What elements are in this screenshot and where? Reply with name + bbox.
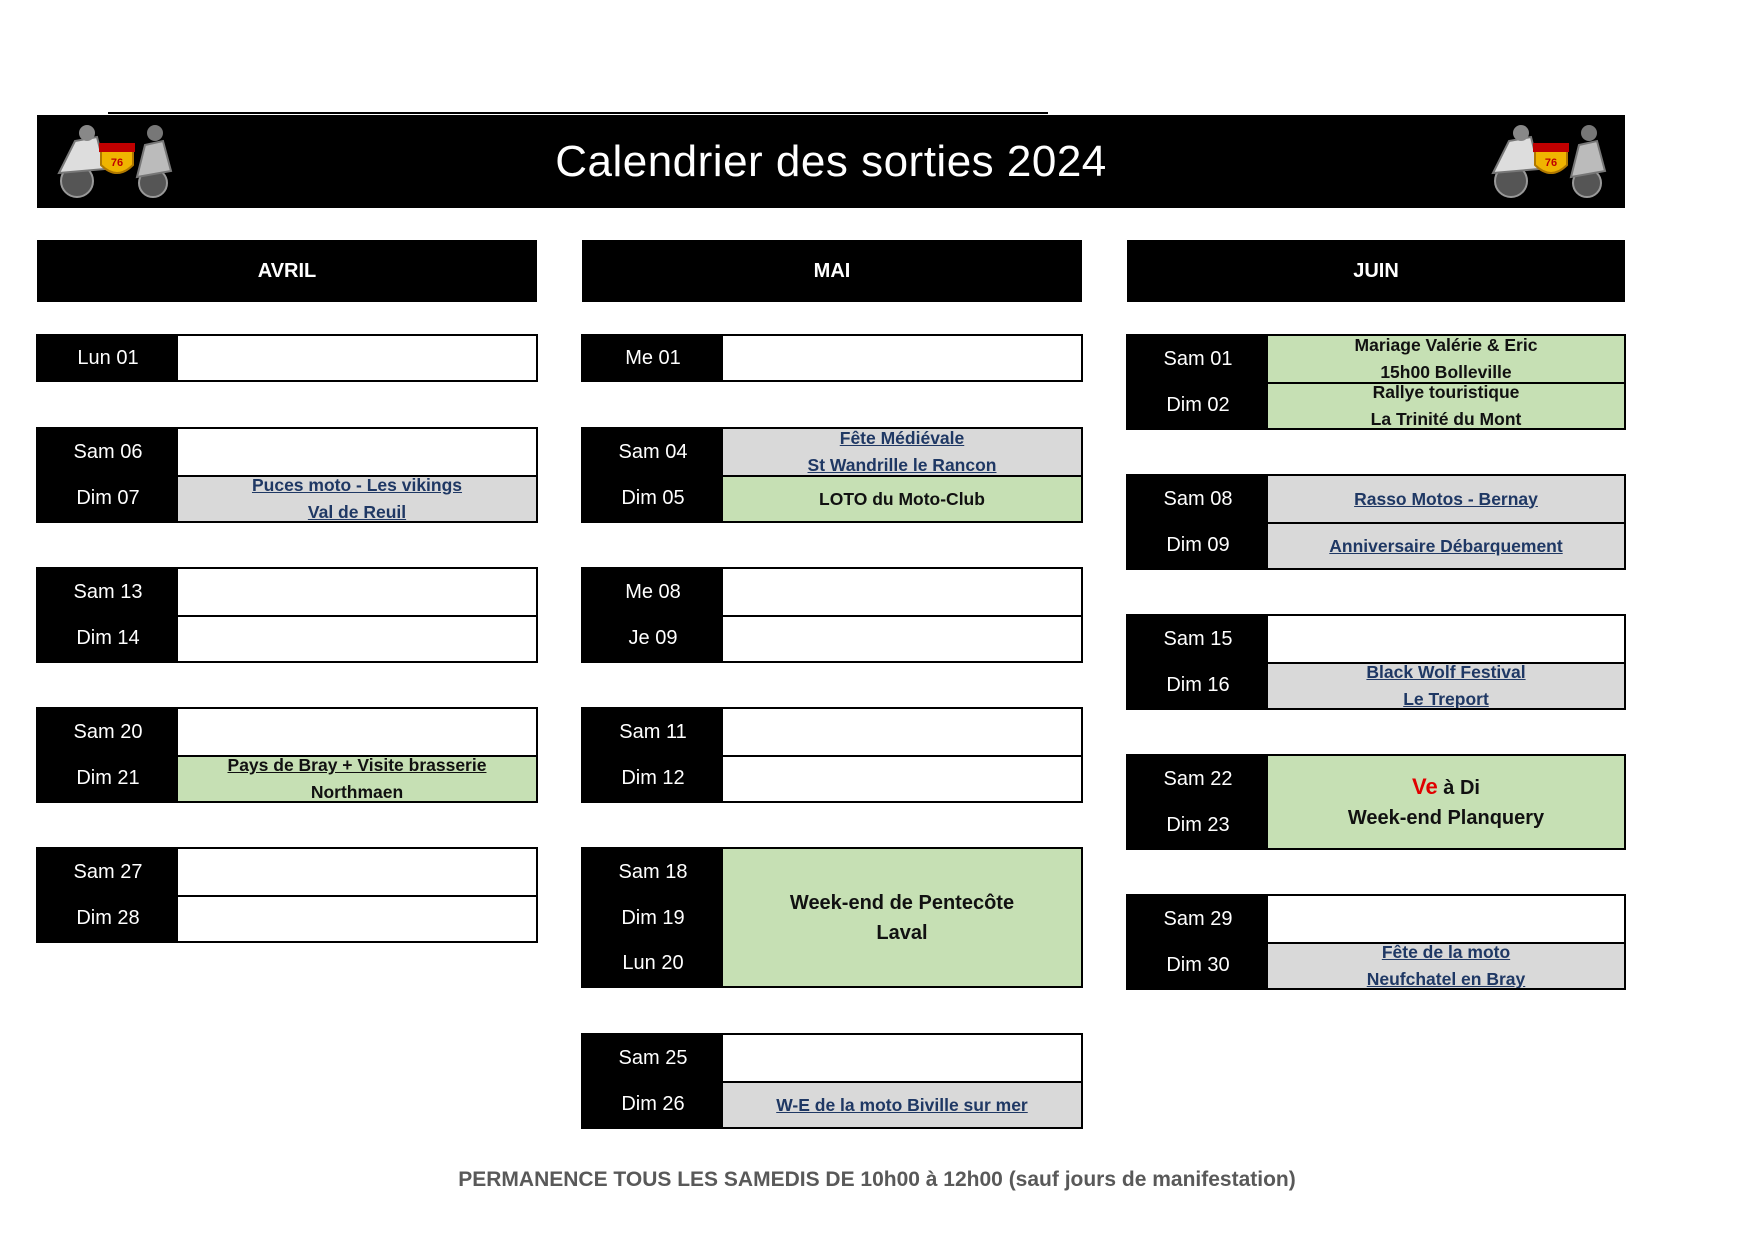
month-header-juin: JUIN	[1127, 240, 1625, 302]
day-label: Dim 23	[1128, 802, 1268, 848]
day-row	[38, 895, 536, 941]
day-label: Dim 28	[38, 895, 178, 941]
avril-week-3	[36, 567, 538, 663]
day-row	[1128, 476, 1624, 522]
day-row	[583, 429, 1081, 475]
event-text: 15h00 Bolleville	[1380, 362, 1512, 382]
day-label: Me 01	[583, 336, 723, 380]
event-text: Mariage Valérie & Eric	[1354, 336, 1538, 355]
day-label: Sam 18	[583, 849, 723, 895]
day-row	[583, 475, 1081, 521]
event-link[interactable]: St Wandrille le Rancon	[807, 455, 997, 475]
day-row	[1128, 896, 1624, 942]
mai-week-6	[581, 1033, 1083, 1129]
avril-week-5	[36, 847, 538, 943]
day-row	[583, 709, 1081, 755]
day-row	[583, 336, 1081, 380]
day-label: Dim 30	[1128, 942, 1268, 988]
day-row	[38, 849, 536, 895]
juin-week-2	[1126, 474, 1626, 570]
event-text: Rallye touristique	[1372, 382, 1520, 402]
event-link[interactable]: W-E de la moto Biville sur mer	[776, 1094, 1028, 1115]
mai-week-2	[581, 427, 1083, 523]
event-link[interactable]: Anniversaire Débarquement	[1329, 535, 1563, 556]
mai-week-3	[581, 567, 1083, 663]
event-cell	[723, 755, 1081, 801]
event-text-red: Ve	[1412, 773, 1438, 799]
event-cell-planquery	[1268, 756, 1624, 848]
day-label: Dim 16	[1128, 662, 1268, 708]
event-cell	[178, 849, 536, 895]
event-cell	[178, 709, 536, 755]
mai-week-1	[581, 334, 1083, 382]
day-label: Dim 07	[38, 475, 178, 521]
day-row	[38, 615, 536, 661]
page-title: Calendrier des sorties 2024	[555, 136, 1107, 186]
event-cell	[1268, 336, 1624, 382]
svg-text:76: 76	[110, 157, 124, 169]
event-cell	[723, 429, 1081, 475]
event-cell	[178, 569, 536, 615]
event-link[interactable]: Fête Médiévale	[839, 429, 965, 448]
day-row	[38, 709, 536, 755]
day-row	[38, 475, 536, 521]
event-cell	[723, 1081, 1081, 1127]
juin-week-4	[1126, 754, 1626, 850]
mai-week-4	[581, 707, 1083, 803]
juin-week-5	[1126, 894, 1626, 990]
day-row	[583, 1081, 1081, 1127]
event-cell	[1268, 896, 1624, 942]
event-cell	[178, 429, 536, 475]
day-row	[1128, 616, 1624, 662]
event-link[interactable]: Neufchatel en Bray	[1366, 969, 1526, 988]
day-label: Sam 04	[583, 429, 723, 475]
svg-text:76: 76	[1544, 157, 1558, 169]
title-banner	[37, 115, 1625, 208]
avril-week-2	[36, 427, 538, 523]
event-cell	[1268, 382, 1624, 428]
day-label: Sam 27	[38, 849, 178, 895]
event-cell	[723, 475, 1081, 521]
event-text: Week-end de Pentecôte	[789, 891, 1015, 914]
moto-club-logo-left	[45, 119, 183, 203]
event-cell	[723, 615, 1081, 661]
event-cell	[1268, 616, 1624, 662]
day-row	[1128, 942, 1624, 988]
month-header-mai: MAI	[582, 240, 1082, 302]
event-text: Week-end Planquery	[1347, 806, 1545, 829]
day-label: Dim 19	[583, 895, 723, 941]
day-row	[583, 615, 1081, 661]
juin-week-1	[1126, 334, 1626, 430]
day-label: Sam 11	[583, 709, 723, 755]
event-cell	[178, 475, 536, 521]
event-link[interactable]: Rasso Motos - Bernay	[1354, 488, 1538, 509]
event-link[interactable]: Le Treport	[1403, 689, 1489, 708]
mai-week-5	[581, 847, 1083, 988]
event-text: Laval	[876, 921, 928, 944]
event-text: La Trinité du Mont	[1370, 409, 1522, 428]
day-row	[583, 755, 1081, 801]
top-rule	[108, 112, 1048, 114]
event-cell	[1268, 522, 1624, 568]
day-label: Lun 20	[583, 941, 723, 986]
day-row	[583, 1035, 1081, 1081]
day-label: Me 08	[583, 569, 723, 615]
day-label: Dim 26	[583, 1081, 723, 1127]
day-label: Dim 14	[38, 615, 178, 661]
event-text: Northmaen	[310, 782, 404, 801]
day-label: Sam 22	[1128, 756, 1268, 802]
event-cell	[178, 755, 536, 801]
day-row	[1128, 662, 1624, 708]
event-text: Pays de Bray + Visite brasserie	[227, 755, 487, 775]
day-label: Sam 13	[38, 569, 178, 615]
event-link[interactable]: Black Wolf Festival	[1366, 662, 1526, 682]
day-label: Dim 21	[38, 755, 178, 801]
day-label: Je 09	[583, 615, 723, 661]
avril-week-4	[36, 707, 538, 803]
event-text: à Di	[1437, 776, 1480, 799]
event-text: LOTO du Moto-Club	[819, 488, 985, 509]
event-cell	[178, 615, 536, 661]
event-cell	[1268, 942, 1624, 988]
event-text	[1412, 772, 1480, 803]
day-label: Dim 05	[583, 475, 723, 521]
event-cell	[178, 895, 536, 941]
day-row	[1128, 382, 1624, 428]
event-cell	[178, 336, 536, 380]
day-label: Sam 06	[38, 429, 178, 475]
event-link[interactable]: Puces moto - Les vikings	[251, 475, 463, 495]
day-row	[38, 336, 536, 380]
event-cell-pentecote	[723, 849, 1081, 986]
juin-week-3	[1126, 614, 1626, 710]
event-cell	[1268, 662, 1624, 708]
event-cell	[723, 709, 1081, 755]
moto-club-logo-right	[1479, 119, 1617, 203]
month-header-avril: AVRIL	[37, 240, 537, 302]
event-cell	[1268, 476, 1624, 522]
day-label: Sam 15	[1128, 616, 1268, 662]
day-label: Dim 02	[1128, 382, 1268, 428]
footer-note: PERMANENCE TOUS LES SAMEDIS DE 10h00 à 12h00 (sauf jours de manifestation)	[458, 1168, 1296, 1191]
avril-week-1	[36, 334, 538, 382]
day-row	[1128, 522, 1624, 568]
day-label: Sam 25	[583, 1035, 723, 1081]
event-link[interactable]: Fête de la moto	[1381, 942, 1511, 962]
day-row	[38, 429, 536, 475]
day-label: Sam 01	[1128, 336, 1268, 382]
event-cell	[723, 569, 1081, 615]
day-row	[1128, 336, 1624, 382]
day-label: Dim 09	[1128, 522, 1268, 568]
event-cell	[723, 336, 1081, 380]
day-label: Dim 12	[583, 755, 723, 801]
day-label: Sam 20	[38, 709, 178, 755]
event-link[interactable]: Val de Reuil	[307, 502, 407, 521]
day-row	[38, 755, 536, 801]
day-label: Sam 29	[1128, 896, 1268, 942]
day-row	[583, 569, 1081, 615]
day-row	[38, 569, 536, 615]
day-label: Sam 08	[1128, 476, 1268, 522]
day-label: Lun 01	[38, 336, 178, 380]
event-cell	[723, 1035, 1081, 1081]
